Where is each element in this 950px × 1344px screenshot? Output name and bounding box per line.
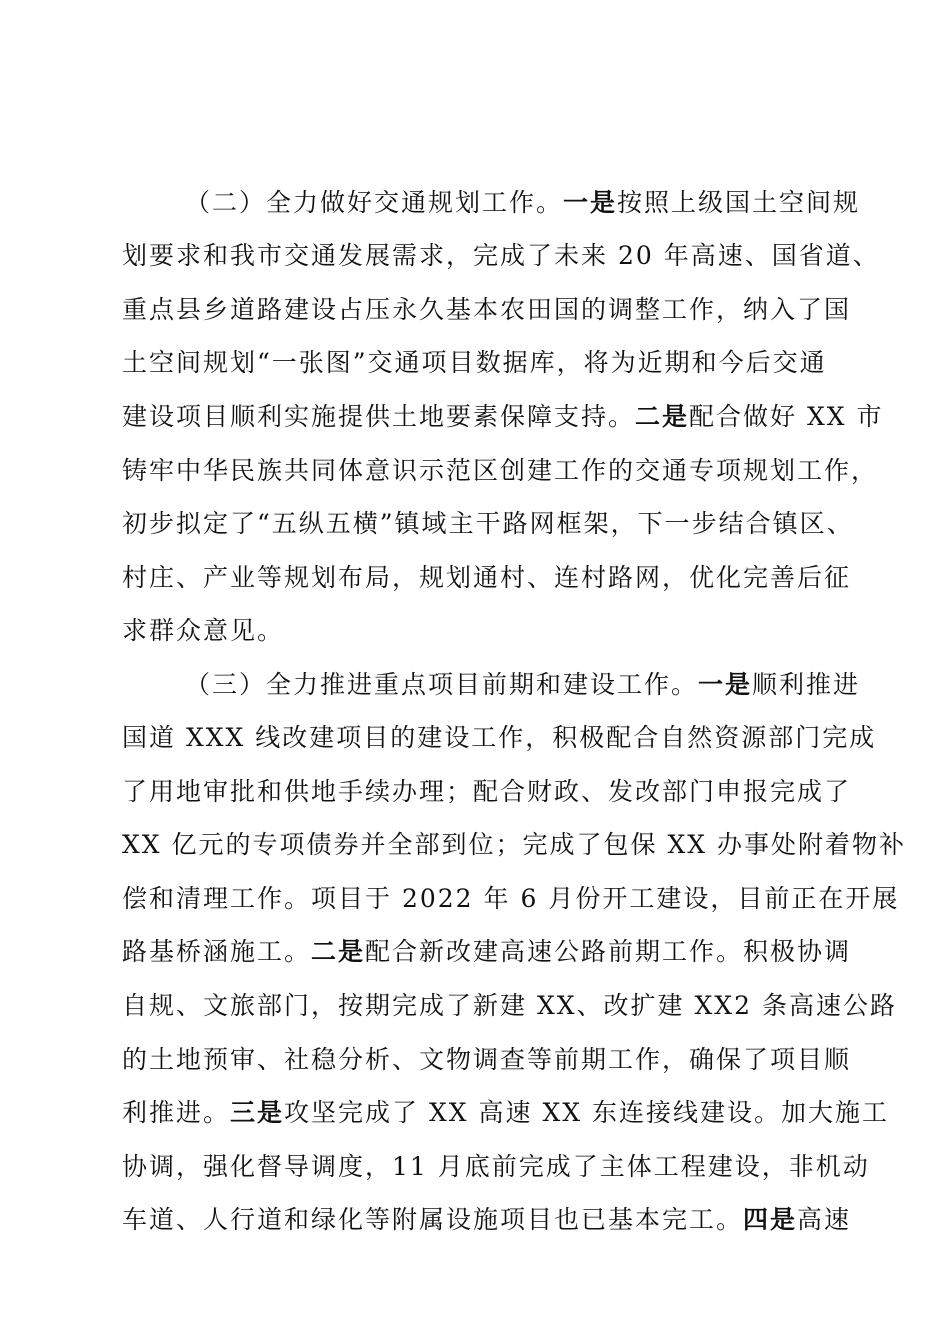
- text-line: 初步拟定了“五纵五横”镇域主干路网框架，下一步结合镇区、: [122, 509, 854, 538]
- emphasis-marker: 一是: [698, 670, 753, 699]
- emphasis-marker: 一是: [563, 188, 618, 217]
- text-line: 划要求和我市交通发展需求，完成了未来 20 年高速、国省道、: [122, 241, 880, 270]
- section-heading: （二）全力做好交通规划工作。: [185, 188, 564, 217]
- emphasis-marker: 二是: [311, 937, 366, 966]
- text-line: 协调，强化督导调度，11 月底前完成了主体工程建设，非机动: [122, 1152, 870, 1181]
- text-line: 自规、文旅部门，按期完成了新建 XX、改扩建 XX2 条高速公路: [122, 991, 897, 1020]
- text-line: 了用地审批和供地手续办理；配合财政、发改部门申报完成了: [122, 777, 852, 806]
- emphasis-marker: 四是: [743, 1205, 798, 1234]
- text-line: 国道 XXX 线改建项目的建设工作，积极配合自然资源部门完成: [122, 723, 877, 752]
- text-line: 求群众意见。: [122, 616, 285, 645]
- emphasis-marker: 三是: [230, 1098, 285, 1127]
- text-line: 路基桥涵施工。二是配合新改建高速公路前期工作。积极协调: [122, 937, 852, 966]
- text-line: （二）全力做好交通规划工作。一是按照上级国土空间规: [185, 188, 861, 217]
- text-line: 偿和清理工作。项目于 2022 年 6 月份开工建设，目前正在开展: [122, 884, 900, 913]
- emphasis-marker: 二是: [635, 402, 690, 431]
- text-line: 建设项目顺利实施提供土地要素保障支持。二是配合做好 XX 市: [122, 402, 884, 431]
- text-line: 利推进。三是攻坚完成了 XX 高速 XX 东连接线建设。加大施工: [122, 1098, 890, 1127]
- section-heading: （三）全力推进重点项目前期和建设工作。: [185, 670, 699, 699]
- text-line: 重点县乡道路建设占压永久基本农田国的调整工作，纳入了国: [122, 295, 852, 324]
- text-line: 的土地预审、社稳分析、文物调查等前期工作，确保了项目顺: [122, 1045, 852, 1074]
- text-line: 车道、人行道和绿化等附属设施项目也已基本完工。四是高速: [122, 1205, 852, 1234]
- text-line: 村庄、产业等规划布局，规划通村、连村路网，优化完善后征: [122, 563, 852, 592]
- text-line: 铸牢中华民族共同体意识示范区创建工作的交通专项规划工作，: [122, 456, 879, 485]
- text-line: （三）全力推进重点项目前期和建设工作。一是顺利推进: [185, 670, 861, 699]
- text-line: XX 亿元的专项债券并全部到位；完成了包保 XX 办事处附着物补: [122, 830, 907, 859]
- text-line: 土空间规划“一张图”交通项目数据库，将为近期和今后交通: [122, 348, 827, 377]
